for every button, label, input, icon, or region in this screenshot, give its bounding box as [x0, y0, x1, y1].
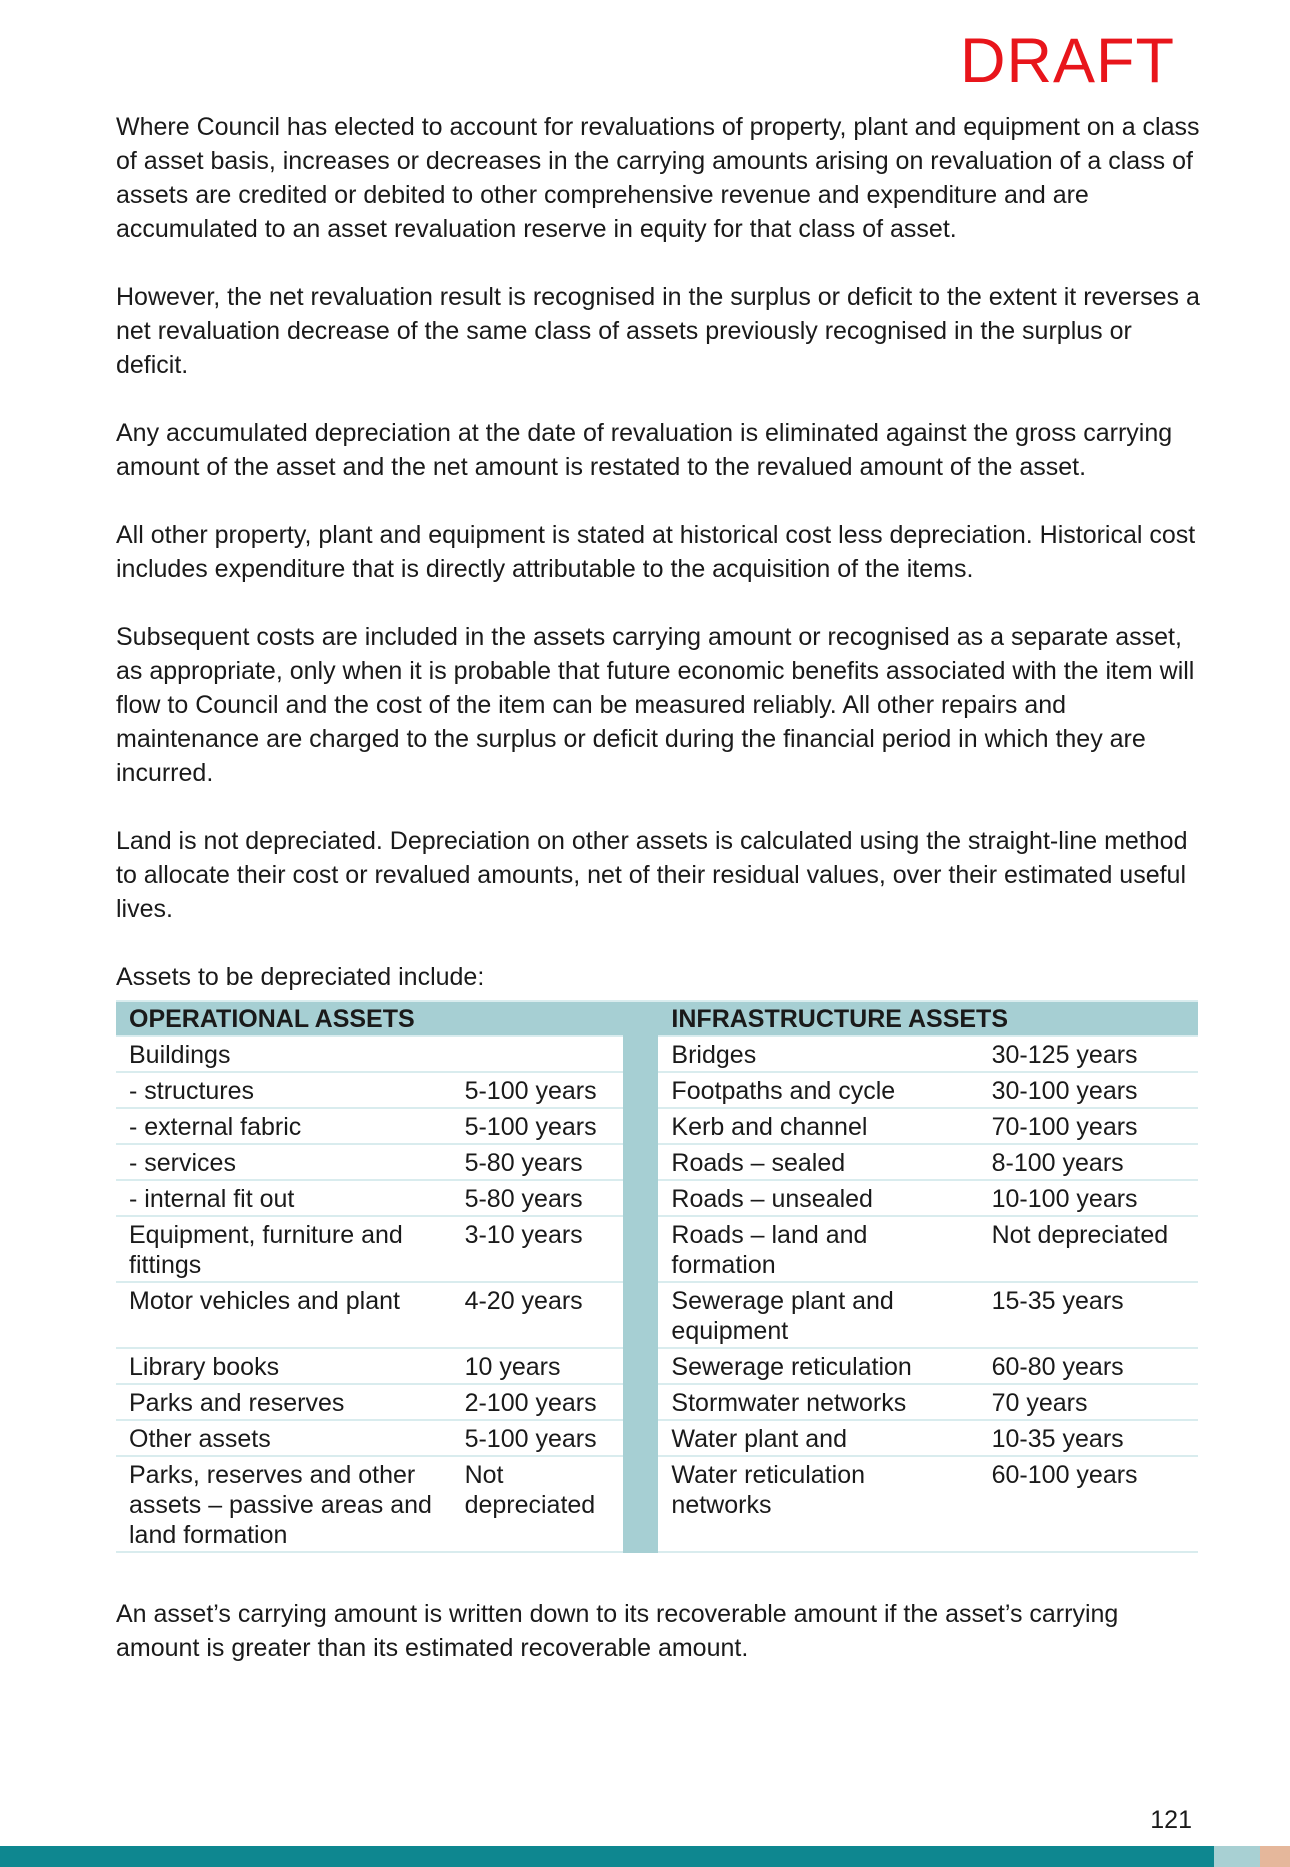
column-divider	[623, 1108, 658, 1144]
operational-asset-life	[452, 1036, 624, 1072]
table-row	[116, 1348, 1198, 1384]
infrastructure-asset-name: Water plant and	[658, 1420, 978, 1456]
column-divider	[623, 1282, 658, 1348]
infrastructure-asset-name: Roads – unsealed	[658, 1180, 978, 1216]
table-row	[116, 1282, 1198, 1348]
operational-asset-name: Library books	[116, 1348, 452, 1384]
footer-band	[0, 1846, 1290, 1867]
infrastructure-asset-name: Kerb and channel	[658, 1108, 978, 1144]
infrastructure-asset-life: 8-100 years	[979, 1144, 1198, 1180]
column-divider	[623, 1420, 658, 1456]
infrastructure-asset-name: Stormwater networks	[658, 1384, 978, 1420]
operational-asset-name: - external fabric	[116, 1108, 452, 1144]
infrastructure-asset-life: 30-100 years	[979, 1072, 1198, 1108]
page-number: 121	[1150, 1806, 1192, 1834]
infrastructure-asset-name: Water reticulation networks	[658, 1456, 978, 1552]
infrastructure-assets-header: INFRASTRUCTURE ASSETS	[658, 1001, 1198, 1036]
operational-asset-life: 5-80 years	[452, 1144, 624, 1180]
infrastructure-asset-life: 10-35 years	[979, 1420, 1198, 1456]
operational-asset-name: Parks and reserves	[116, 1384, 452, 1420]
operational-asset-name: Parks, reserves and other assets – passive areas and land formation	[116, 1456, 452, 1552]
depreciation-table	[116, 1000, 1198, 1553]
column-divider	[623, 1456, 658, 1552]
operational-asset-life: 5-80 years	[452, 1180, 624, 1216]
infrastructure-asset-name: Roads – land and formation	[658, 1216, 978, 1282]
column-divider	[623, 1216, 658, 1282]
column-divider	[623, 1072, 658, 1108]
table-header-row	[116, 1001, 1198, 1036]
operational-asset-life: 2-100 years	[452, 1384, 624, 1420]
paragraph-land-depreciation: Land is not depreciated. Depreciation on other assets is calculated using the straight-line method to allocate their cost or revalued amounts, net of their residual values, over their estimated useful lives.	[116, 827, 1188, 923]
column-divider	[623, 1001, 658, 1036]
table-intro: Assets to be depreciated include:	[116, 963, 485, 991]
infrastructure-asset-life: Not depreciated	[979, 1216, 1198, 1282]
column-divider	[623, 1144, 658, 1180]
table-row	[116, 1384, 1198, 1420]
infrastructure-asset-life: 70-100 years	[979, 1108, 1198, 1144]
operational-asset-life: Not depreciated	[452, 1456, 624, 1552]
column-divider	[623, 1036, 658, 1072]
footer-accent-block	[1260, 1846, 1290, 1867]
infrastructure-asset-name: Bridges	[658, 1036, 978, 1072]
operational-asset-name: - structures	[116, 1072, 452, 1108]
column-divider	[623, 1384, 658, 1420]
column-divider	[623, 1348, 658, 1384]
operational-asset-life: 5-100 years	[452, 1108, 624, 1144]
table-row	[116, 1420, 1198, 1456]
operational-asset-name: - internal fit out	[116, 1180, 452, 1216]
table-row	[116, 1072, 1198, 1108]
table-row	[116, 1180, 1198, 1216]
infrastructure-asset-life: 15-35 years	[979, 1282, 1198, 1348]
operational-asset-name: Equipment, furniture and fittings	[116, 1216, 452, 1282]
footer-light-block	[1214, 1846, 1260, 1867]
paragraph-net-revaluation: However, the net revaluation result is recognised in the surplus or deficit to the extent it reverses a net revaluation decrease of the same class of assets previously recognised in the surplus or deficit.	[116, 283, 1200, 379]
infrastructure-asset-name: Footpaths and cycle	[658, 1072, 978, 1108]
operational-asset-life: 5-100 years	[452, 1420, 624, 1456]
draft-watermark: DRAFT	[960, 26, 1175, 96]
infrastructure-asset-name: Roads – sealed	[658, 1144, 978, 1180]
table-row	[116, 1036, 1198, 1072]
paragraph-subsequent-costs: Subsequent costs are included in the assets carrying amount or recognised as a separate asset, as appropriate, only when it is probable that future economic benefits associated with the item will flow to Council and the cost of the item can be measured reliably. All other repairs and maintenance are charged to the surplus or deficit during the financial period in which they are incurred.	[116, 623, 1195, 787]
infrastructure-asset-name: Sewerage reticulation	[658, 1348, 978, 1384]
infrastructure-asset-life: 70 years	[979, 1384, 1198, 1420]
operational-asset-life: 4-20 years	[452, 1282, 624, 1348]
infrastructure-asset-life: 30-125 years	[979, 1036, 1198, 1072]
table-row	[116, 1108, 1198, 1144]
paragraph-revaluation-class: Where Council has elected to account for revaluations of property, plant and equipment on a class of asset basis, increases or decreases in the carrying amounts arising on revaluation of a class of assets are credited or debited to other comprehensive revenue and expenditure and are accumulated to an asset revaluation reserve in equity for that class of asset.	[116, 113, 1200, 243]
table-row	[116, 1144, 1198, 1180]
infrastructure-asset-name: Sewerage plant and equipment	[658, 1282, 978, 1348]
column-divider	[623, 1180, 658, 1216]
infrastructure-asset-life: 60-100 years	[979, 1456, 1198, 1552]
operational-asset-name: Buildings	[116, 1036, 452, 1072]
paragraph-carrying-amount: An asset’s carrying amount is written down to its recoverable amount if the asset’s carrying amount is greater than its estimated recoverable amount.	[116, 1600, 1119, 1662]
document-body	[116, 110, 1206, 1699]
operational-asset-name: Other assets	[116, 1420, 452, 1456]
table-row	[116, 1456, 1198, 1552]
paragraph-accumulated-depreciation: Any accumulated depreciation at the date of revaluation is eliminated against the gross carrying amount of the asset and the net amount is restated to the revalued amount of the asset.	[116, 419, 1173, 481]
paragraph-historical-cost: All other property, plant and equipment is stated at historical cost less depreciation. Historical cost includes expenditure that is directly attributable to the acquisition of the items.	[116, 521, 1196, 583]
operational-assets-header: OPERATIONAL ASSETS	[116, 1001, 623, 1036]
infrastructure-asset-life: 60-80 years	[979, 1348, 1198, 1384]
infrastructure-asset-life: 10-100 years	[979, 1180, 1198, 1216]
operational-asset-name: - services	[116, 1144, 452, 1180]
operational-asset-name: Motor vehicles and plant	[116, 1282, 452, 1348]
table-row	[116, 1216, 1198, 1282]
operational-asset-life: 10 years	[452, 1348, 624, 1384]
operational-asset-life: 3-10 years	[452, 1216, 624, 1282]
operational-asset-life: 5-100 years	[452, 1072, 624, 1108]
